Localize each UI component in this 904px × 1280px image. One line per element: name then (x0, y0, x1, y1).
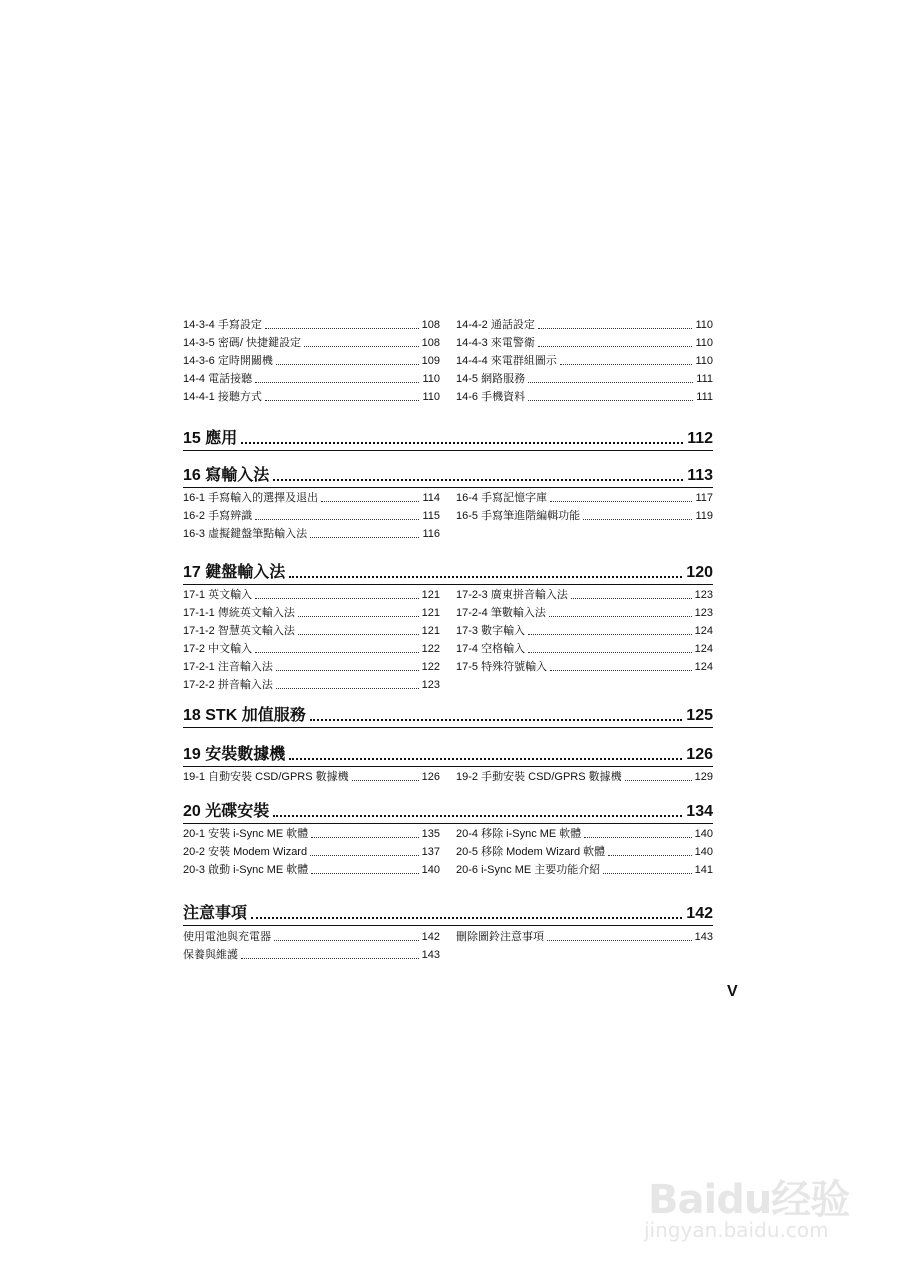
dot-leader (289, 758, 682, 760)
toc-entry[interactable] (183, 523, 440, 541)
dot-leader (528, 634, 692, 635)
entry-page: 123 (421, 679, 440, 691)
chapter-heading[interactable] (183, 463, 713, 488)
chapter-title: 20 光碟安裝 (183, 803, 270, 820)
chapter-heading[interactable] (183, 560, 713, 585)
entry-page: 123 (694, 589, 713, 601)
entry-page: 143 (694, 931, 713, 943)
entry-label: 17-1-2 智慧英文輸入法 (183, 625, 295, 637)
toc-entry[interactable] (456, 350, 713, 368)
entry-page: 137 (421, 846, 440, 858)
right-column (456, 584, 713, 674)
entry-page: 121 (421, 589, 440, 601)
entry-label: 20-4 移除 i-Sync ME 軟體 (456, 828, 582, 840)
entry-page: 140 (694, 828, 713, 840)
toc-entry[interactable] (456, 487, 713, 505)
chapter-title: 16 寫輸入法 (183, 467, 270, 484)
entry-label: 17-2 中文輸入 (183, 643, 253, 655)
dot-leader (276, 670, 419, 671)
entry-page: 109 (421, 355, 440, 367)
entry-page: 142 (421, 931, 440, 943)
toc-entry[interactable] (456, 656, 713, 674)
entry-label: 使用電池與充電器 (183, 931, 271, 943)
dot-leader (321, 501, 419, 502)
dot-leader (528, 400, 693, 401)
chapter-page: 126 (686, 746, 713, 763)
left-column (183, 487, 440, 541)
dot-leader (528, 652, 692, 653)
baidu-watermark (640, 1140, 850, 1250)
entry-page: 114 (422, 492, 440, 504)
chapter-page: 142 (686, 905, 713, 922)
entry-page: 135 (421, 828, 440, 840)
dot-leader (311, 837, 418, 838)
dot-leader (603, 873, 691, 874)
dot-leader (276, 364, 419, 365)
entry-page: 121 (421, 607, 440, 619)
toc-entry[interactable] (456, 602, 713, 620)
toc-entry[interactable] (456, 638, 713, 656)
entry-page: 110 (695, 319, 713, 331)
toc-entry[interactable] (183, 505, 440, 523)
toc-entry[interactable] (456, 766, 713, 784)
entry-label: 17-2-4 筆數輸入法 (456, 607, 546, 619)
toc-entry[interactable] (183, 602, 440, 620)
entry-label: 14-4-2 通話設定 (456, 319, 535, 331)
toc-entry[interactable] (183, 656, 440, 674)
toc-entry[interactable] (183, 926, 440, 944)
dot-leader (273, 815, 682, 817)
entry-label: 14-3-5 密碼/ 快捷鍵設定 (183, 337, 301, 349)
chapter-heading[interactable] (183, 426, 713, 451)
entry-page: 111 (696, 373, 713, 385)
entry-page: 140 (421, 864, 440, 876)
chapter-row (183, 742, 713, 764)
toc-entry[interactable] (456, 859, 713, 877)
entry-page: 111 (696, 391, 713, 403)
toc-entry[interactable] (183, 638, 440, 656)
entry-label: 14-3-6 定時開關機 (183, 355, 273, 367)
toc-entry[interactable] (183, 766, 440, 784)
dot-leader (273, 479, 683, 481)
chapter-row (183, 426, 713, 448)
entry-page: 117 (695, 492, 713, 504)
dot-leader (255, 598, 419, 599)
dot-leader (550, 670, 692, 671)
entry-label: 19-2 手動安裝 CSD/GPRS 數據機 (456, 771, 622, 783)
entry-page: 110 (422, 391, 440, 403)
left-column (183, 766, 440, 784)
entry-page: 143 (421, 949, 440, 961)
chapter-page: 134 (686, 803, 713, 820)
entry-page: 108 (421, 319, 440, 331)
toc-entry[interactable] (183, 314, 440, 332)
dot-leader (311, 873, 418, 874)
toc-entry[interactable] (183, 859, 440, 877)
dot-leader (538, 346, 693, 347)
toc-entry[interactable] (456, 314, 713, 332)
entry-page: 123 (694, 607, 713, 619)
entry-page: 110 (422, 373, 440, 385)
entry-label: 19-1 自動安裝 CSD/GPRS 數據機 (183, 771, 349, 783)
right-column (456, 926, 713, 944)
right-column (456, 314, 713, 404)
entry-label: 20-6 i-Sync ME 主要功能介紹 (456, 864, 601, 876)
toc-entry[interactable] (183, 368, 440, 386)
entry-label: 14-4 電話接聽 (183, 373, 253, 385)
entry-label: 14-4-3 來電警衛 (456, 337, 535, 349)
toc-entry[interactable] (456, 332, 713, 350)
toc-entry[interactable] (183, 841, 440, 859)
entry-label: 20-5 移除 Modem Wizard 軟體 (456, 846, 606, 858)
entry-label: 17-1-1 傳統英文輸入法 (183, 607, 295, 619)
dot-leader (241, 442, 683, 444)
dot-leader (255, 652, 419, 653)
toc-entry[interactable] (456, 620, 713, 638)
dot-leader (625, 780, 692, 781)
entry-label: 14-4-4 來電群組圖示 (456, 355, 557, 367)
chapter-heading[interactable] (183, 703, 713, 728)
entry-label: 刪除圖鈴注意事項 (456, 931, 544, 943)
toc-entry[interactable] (456, 368, 713, 386)
toc-entry[interactable] (456, 823, 713, 841)
entry-page: 119 (695, 510, 713, 522)
dot-leader (583, 519, 692, 520)
chapter-title: 19 安裝數據機 (183, 746, 286, 763)
entry-label: 17-2-3 廣東拼音輸入法 (456, 589, 568, 601)
dot-leader (276, 688, 419, 689)
entry-label: 16-3 虛擬鍵盤筆點輸入法 (183, 528, 308, 540)
right-column (456, 823, 713, 877)
entry-label: 14-3-4 手寫設定 (183, 319, 262, 331)
dot-leader (265, 328, 419, 329)
chapter-row (183, 703, 713, 725)
entry-label: 16-1 手寫輸入的選擇及退出 (183, 492, 319, 504)
toc-entry[interactable] (183, 386, 440, 404)
entry-label: 14-4-1 接聽方式 (183, 391, 262, 403)
chapter-row (183, 799, 713, 821)
entry-label: 20-2 安裝 Modem Wizard (183, 846, 308, 858)
entry-label: 16-2 手寫辨識 (183, 510, 253, 522)
dot-leader (255, 519, 419, 520)
dot-leader (550, 501, 692, 502)
entry-page: 110 (695, 355, 713, 367)
dot-leader (310, 855, 419, 856)
left-column (183, 926, 440, 962)
toc-entry[interactable] (183, 487, 440, 505)
entry-page: 115 (422, 510, 440, 522)
entry-label: 保養與維護 (183, 949, 238, 961)
chapter-title: 15 應用 (183, 430, 238, 447)
toc-entry[interactable] (456, 841, 713, 859)
toc-entry[interactable] (183, 584, 440, 602)
entry-page: 126 (421, 771, 440, 783)
entry-label: 20-1 安裝 i-Sync ME 軟體 (183, 828, 309, 840)
entry-label: 17-2-1 注音輸入法 (183, 661, 273, 673)
toc-entry[interactable] (456, 584, 713, 602)
dot-leader (298, 634, 419, 635)
toc-entry[interactable] (183, 944, 440, 962)
toc-entry[interactable] (183, 823, 440, 841)
entry-label: 16-4 手寫記憶字庫 (456, 492, 548, 504)
toc-entry[interactable] (183, 620, 440, 638)
chapter-page: 113 (687, 467, 713, 484)
entry-page: 129 (694, 771, 713, 783)
watermark-url: jingyan.baidu.com (644, 1218, 829, 1242)
entry-page: 141 (694, 864, 713, 876)
right-column (456, 766, 713, 784)
toc-entry[interactable] (456, 505, 713, 523)
dot-leader (298, 616, 419, 617)
chapter-title: 注意事項 (183, 905, 248, 922)
entry-page: 108 (421, 337, 440, 349)
entry-label: 16-5 手寫筆進階編輯功能 (456, 510, 581, 522)
dot-leader (310, 537, 419, 538)
toc-entry[interactable] (183, 332, 440, 350)
left-column (183, 314, 440, 404)
entry-label: 17-3 數字輸入 (456, 625, 526, 637)
chapter-rule (183, 727, 713, 728)
entry-page: 116 (422, 528, 440, 540)
chapter-page: 125 (686, 707, 713, 724)
entry-label: 20-3 啟動 i-Sync ME 軟體 (183, 864, 309, 876)
dot-leader (251, 917, 682, 919)
entry-label: 17-2-2 拼音輸入法 (183, 679, 273, 691)
chapter-rule (183, 450, 713, 451)
dot-leader (608, 855, 691, 856)
dot-leader (528, 382, 693, 383)
chapter-page: 112 (687, 430, 713, 447)
chapter-row (183, 463, 713, 485)
entry-page: 124 (694, 661, 713, 673)
chapter-row (183, 560, 713, 582)
entry-page: 121 (421, 625, 440, 637)
chapter-page: 120 (686, 564, 713, 581)
page-number: V (727, 983, 738, 1000)
dot-leader (547, 940, 692, 941)
dot-leader (560, 364, 693, 365)
entry-label: 17-4 空格輸入 (456, 643, 526, 655)
chapter-heading[interactable] (183, 901, 713, 926)
chapter-heading[interactable] (183, 742, 713, 767)
dot-leader (584, 837, 691, 838)
dot-leader (274, 940, 419, 941)
dot-leader (310, 719, 683, 721)
entry-page: 122 (421, 661, 440, 673)
entry-label: 14-5 網路服務 (456, 373, 526, 385)
entry-label: 17-1 英文輸入 (183, 589, 253, 601)
entry-label: 14-6 手機資料 (456, 391, 526, 403)
dot-leader (241, 958, 419, 959)
dot-leader (265, 400, 420, 401)
dot-leader (549, 616, 692, 617)
left-column (183, 823, 440, 877)
toc-entry[interactable] (183, 350, 440, 368)
toc-entry[interactable] (183, 674, 440, 692)
chapter-row (183, 901, 713, 923)
toc-entry[interactable] (456, 926, 713, 944)
entry-page: 122 (421, 643, 440, 655)
dot-leader (289, 576, 682, 578)
left-column (183, 584, 440, 692)
entry-label: 17-5 特殊符號輸入 (456, 661, 548, 673)
toc-entry[interactable] (456, 386, 713, 404)
dot-leader (538, 328, 693, 329)
dot-leader (304, 346, 419, 347)
chapter-title: 18 STK 加值服務 (183, 707, 306, 724)
watermark-logo: Baidu经验 (648, 1177, 850, 1223)
entry-page: 140 (694, 846, 713, 858)
dot-leader (255, 382, 419, 383)
chapter-title: 17 鍵盤輸入法 (183, 564, 286, 581)
entry-page: 124 (694, 625, 713, 637)
right-column (456, 487, 713, 523)
chapter-heading[interactable] (183, 799, 713, 824)
entry-page: 110 (695, 337, 713, 349)
dot-leader (352, 780, 419, 781)
entry-page: 124 (694, 643, 713, 655)
dot-leader (571, 598, 692, 599)
